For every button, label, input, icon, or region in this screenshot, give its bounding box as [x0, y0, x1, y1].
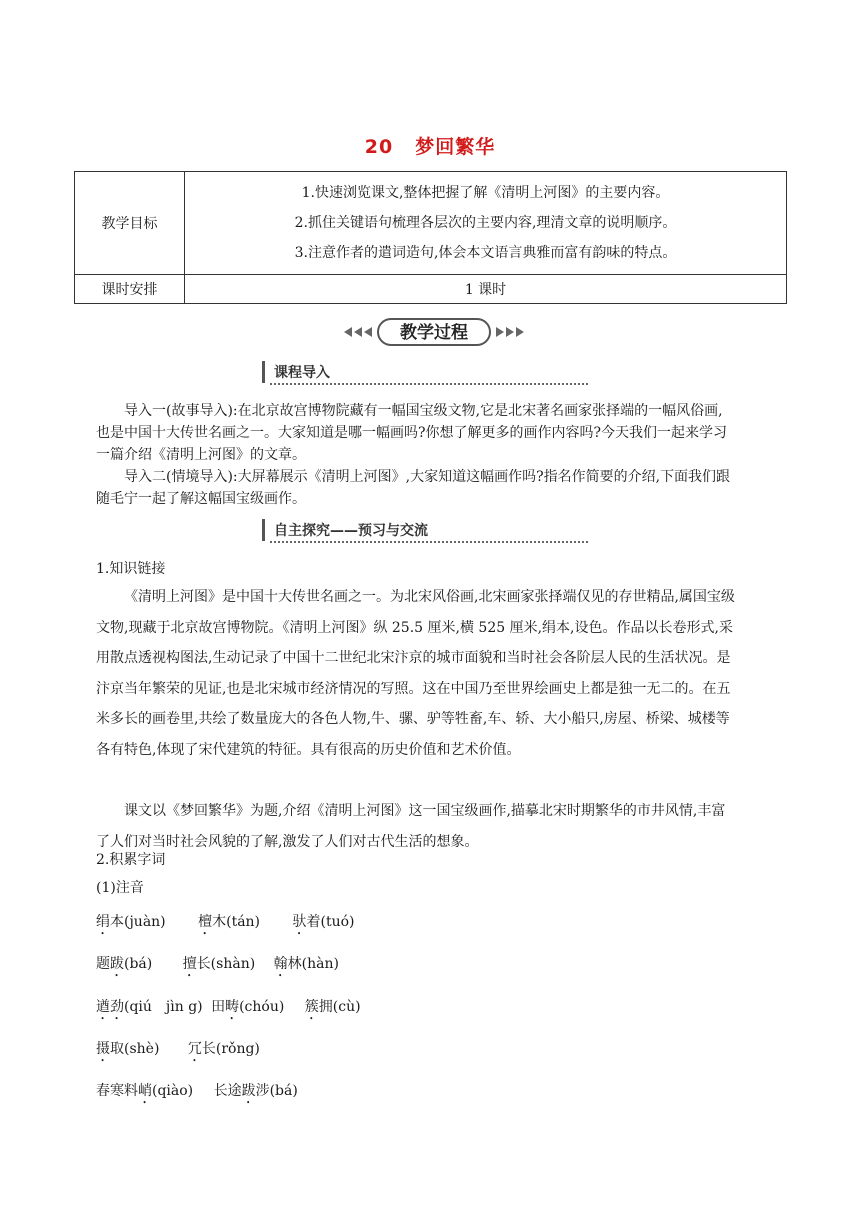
- intro-paragraph-1: 导入一(故事导入):在北京故宫博物院藏有一幅国宝级文物,它是北宋著名画家张择端的一幅风俗画,也是中国十大传世名画之一。大家知道是哪一幅画吗?你想了解更多的画作内容吗?今天我们一起来学习一篇介绍《清明上河图》的文章。: [96, 403, 728, 463]
- section-header-explore-text: 自主探究——预习与交流: [274, 523, 428, 539]
- banner-left-arrows-icon: [344, 327, 372, 337]
- header-underline: [270, 383, 588, 385]
- banner-right-arrows-icon: [496, 327, 524, 337]
- pinyin-entry: 题跋(bá): [96, 956, 153, 972]
- header-bar-icon: [262, 519, 265, 541]
- section-header-intro-text: 课程导入: [274, 365, 330, 381]
- pinyin-title: (1)注音: [96, 880, 144, 896]
- pinyin-row-3: [96, 996, 361, 1023]
- vocab-title: 2.积累字词: [96, 852, 166, 868]
- goals-row: [75, 172, 787, 275]
- process-banner: [344, 318, 524, 346]
- pinyin-entry: 翰林(hàn): [273, 956, 339, 972]
- goals-table: [74, 171, 787, 304]
- schedule-value: 1 课时: [185, 275, 787, 304]
- pinyin-entry: 檀木(tán): [198, 914, 261, 930]
- pinyin-entry: 绢本(juàn): [96, 914, 166, 930]
- pinyin-entry: 驮着(tuó): [292, 914, 355, 930]
- pinyin-entry: 长途跋涉(bá): [213, 1083, 298, 1099]
- section-header-explore: [262, 519, 592, 545]
- knowledge-paragraph-2: 课文以《梦回繁华》为题,介绍《清明上河图》这一国宝级画作,描摹北宋时期繁华的市井风情,丰富了人们对当时社会风貌的了解,激发了人们对古代生活的想象。: [96, 803, 726, 850]
- section-header-intro: [262, 361, 592, 387]
- pinyin-entry: 摄取(shè): [96, 1041, 160, 1057]
- lesson-title: [0, 132, 860, 159]
- lesson-number: 20: [364, 136, 394, 158]
- pinyin-row-4: [96, 1038, 260, 1065]
- pinyin-entry: 擅长(shàn): [182, 956, 256, 972]
- pinyin-entry: 田畴(chóu): [211, 999, 285, 1015]
- pinyin-entry: 春寒料峭(qiào): [96, 1083, 194, 1099]
- goals-content: [185, 172, 787, 275]
- intro-paragraph-2: 导入二(情境导入):大屏幕展示《清明上河图》,大家知道这幅画作吗?指名作简要的介绍,下面我们跟随毛宁一起了解这幅国宝级画作。: [96, 469, 731, 507]
- schedule-row: [75, 275, 787, 304]
- pinyin-entry: 遒劲(qiú jìn g): [96, 999, 203, 1015]
- pinyin-row-1: [96, 911, 354, 938]
- header-underline: [270, 541, 588, 543]
- header-bar-icon: [262, 361, 265, 383]
- banner-text: 教学过程: [400, 323, 468, 343]
- schedule-label: 课时安排: [75, 275, 185, 304]
- goal-item-1: 1.快速浏览课文,整体把握了解《清明上河图》的主要内容。: [301, 185, 670, 201]
- knowledge-paragraph-1: 《清明上河图》是中国十大传世名画之一。为北宋风俗画,北宋画家张择端仅见的存世精品,属国宝级文物,现藏于北京故宫博物院。《清明上河图》纵 25.5 厘米,横 525 厘米,绢本,设色。作品以长卷形式,采用散点透视构图法,生动记录了中国十二世纪北宋汴京的城市面貌和当时社会各阶层人民的生活状况。是汴京当年繁荣的见证,也是北宋城市经济情况的写照。这在中国乃至世界绘画史上都是独一无二的。在五米多长的画卷里,共绘了数量庞大的各色人物,牛、骡、驴等牲畜,车、轿、大小船只,房屋、桥梁、城楼等各有特色,体现了宋代建筑的特征。具有很高的历史价值和艺术价值。: [96, 589, 735, 758]
- pinyin-entry: 冗长(rǒng): [187, 1041, 260, 1057]
- goal-item-3: 3.注意作者的遣词造句,体会本文语言典雅而富有韵味的特点。: [294, 245, 677, 261]
- knowledge-title: 1.知识链接: [96, 561, 166, 577]
- goal-item-2: 2.抓住关键语句梳理各层次的主要内容,理清文章的说明顺序。: [294, 215, 677, 231]
- pinyin-entry: 簇拥(cù): [304, 999, 361, 1015]
- pinyin-row-5: [96, 1080, 298, 1107]
- goals-label: 教学目标: [75, 172, 185, 275]
- pinyin-row-2: [96, 953, 339, 980]
- lesson-title-text: 梦回繁华: [415, 136, 496, 158]
